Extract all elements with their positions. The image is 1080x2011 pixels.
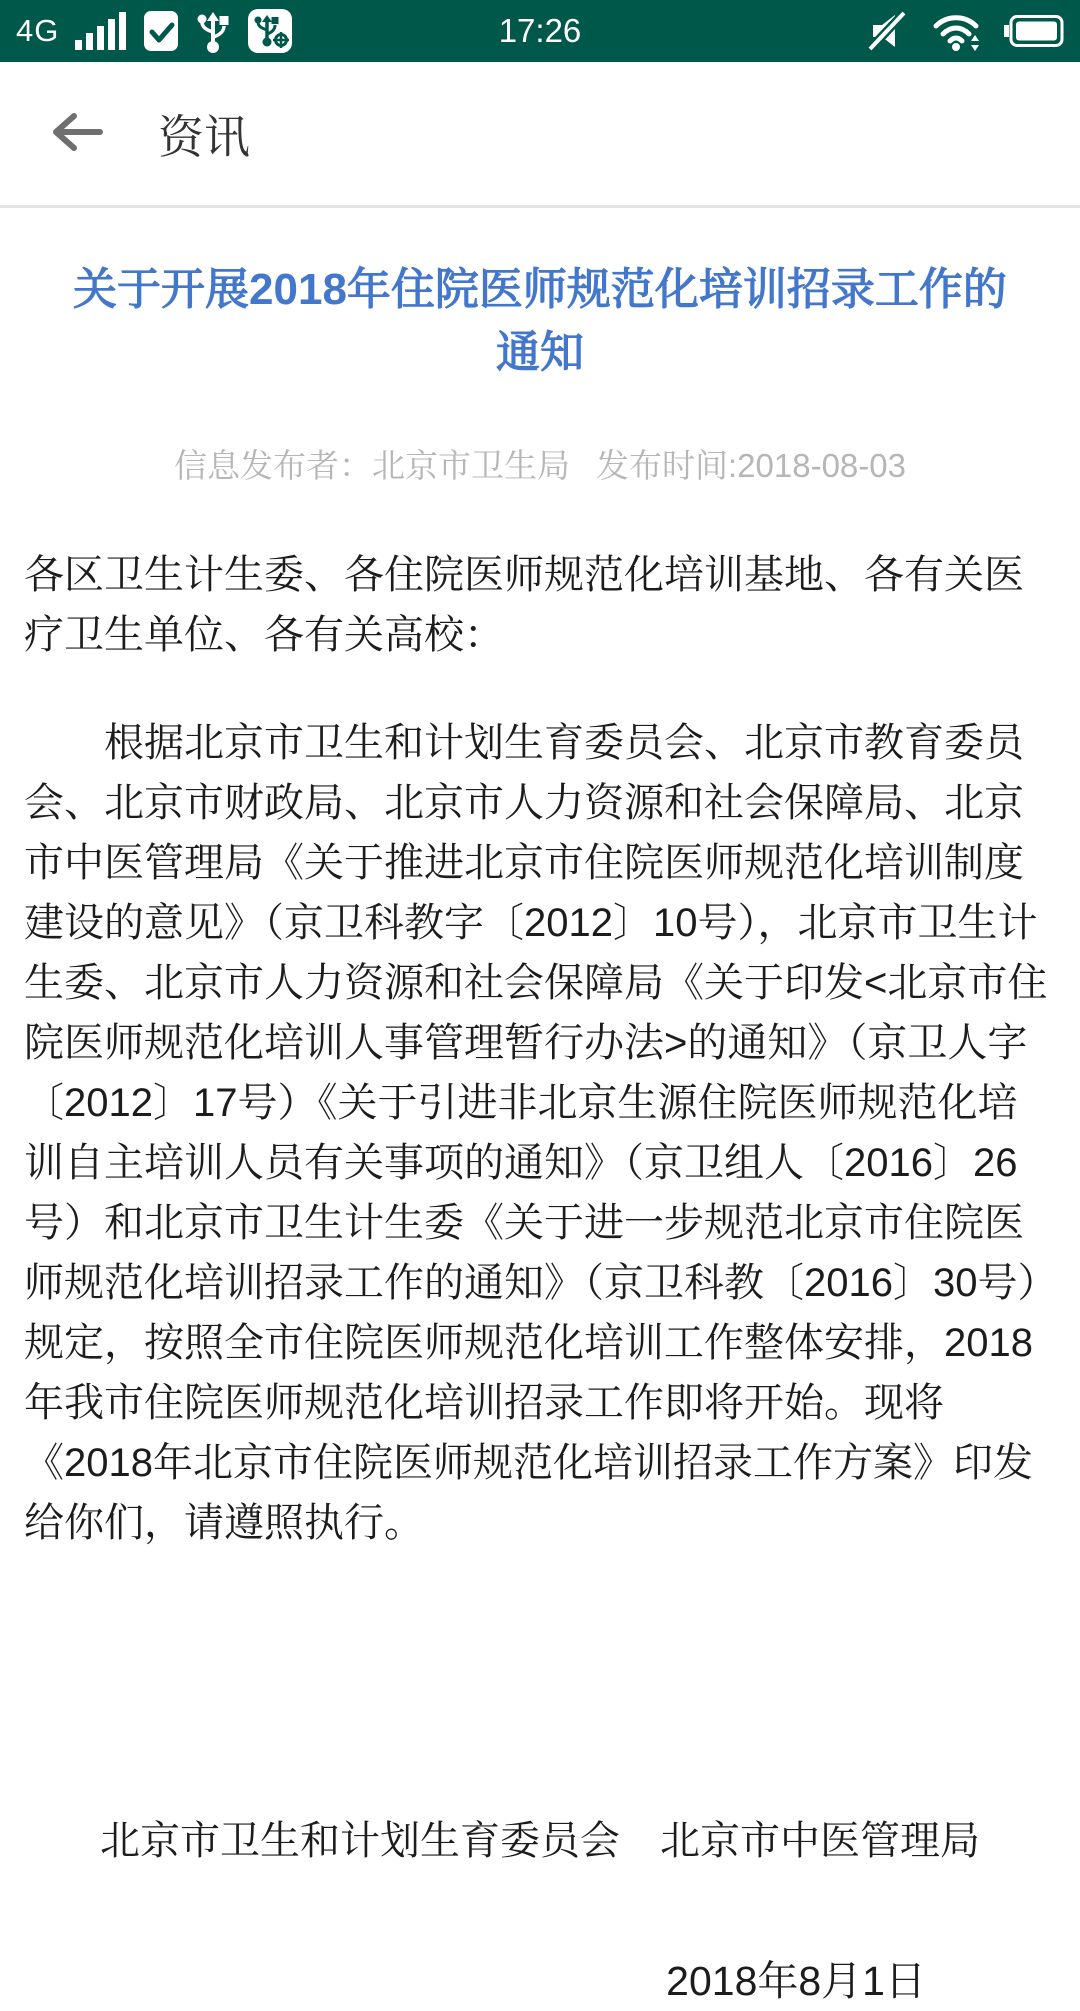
back-arrow-icon	[48, 110, 104, 157]
battery-icon	[1004, 15, 1064, 47]
status-bar-left	[16, 8, 499, 54]
article-content	[0, 208, 1080, 2011]
nav-bar	[0, 62, 1080, 208]
article-meta	[24, 440, 1056, 487]
publisher-label: 信息发布者：北京市卫生局	[174, 447, 570, 484]
wifi-icon	[932, 11, 984, 51]
signal-strength-icon	[75, 12, 127, 50]
status-time: 17:26	[498, 12, 582, 49]
signature-line: 北京市卫生和计划生育委员会 北京市中医管理局	[100, 1819, 980, 1863]
back-button[interactable]	[42, 102, 110, 165]
network-type-label: 4G	[16, 13, 60, 48]
status-bar-right	[581, 11, 1064, 51]
salutation-paragraph: 各区卫生计生委、各住院医师规范化培训基地、各有关医疗卫生单位、各有关高校：	[24, 553, 1024, 657]
article-title-line2: 通知	[496, 328, 584, 377]
page-title: 资讯	[158, 110, 250, 163]
article-title	[36, 258, 1044, 384]
mute-icon	[868, 11, 912, 51]
body-paragraph: 根据北京市卫生和计划生育委员会、北京市教育委员会、北京市财政局、北京市人力资源和社会保障局、北京市中医管理局《关于推进北京市住院医师规范化培训制度建设的意见》（京卫科教字〔2012〕10号），北京市卫生计生委、北京市人力资源和社会保障局《关于印发<北京市住院医师规范化培训人事管理暂行办法>的通知》（京卫人字〔2012〕17号）《关于引进非北京生源住院医师规范化培训自主培训人员有关事项的通知》（京卫组人〔2016〕26号）和北京市卫生计生委《关于进一步规范北京市住院医师规范化培训招录工作的通知》（京卫科教〔2016〕30号）规定，按照全市住院医师规范化培训工作整体安排，2018年我市住院医师规范化培训招录工作即将开始。现将《2018年北京市住院医师规范化培训招录工作方案》印发给你们，请遵照执行。	[24, 721, 1048, 1545]
usb-icon	[195, 8, 231, 54]
article-title-line1: 关于开展2018年住院医师规范化培训招录工作的	[73, 265, 1007, 314]
publish-time-label: 发布时间:2018-08-03	[596, 447, 906, 484]
status-bar	[0, 0, 1080, 62]
check-badge-icon	[143, 10, 179, 52]
document-date: 2018年8月1日	[666, 1958, 926, 2004]
usb-debug-icon	[247, 8, 293, 54]
